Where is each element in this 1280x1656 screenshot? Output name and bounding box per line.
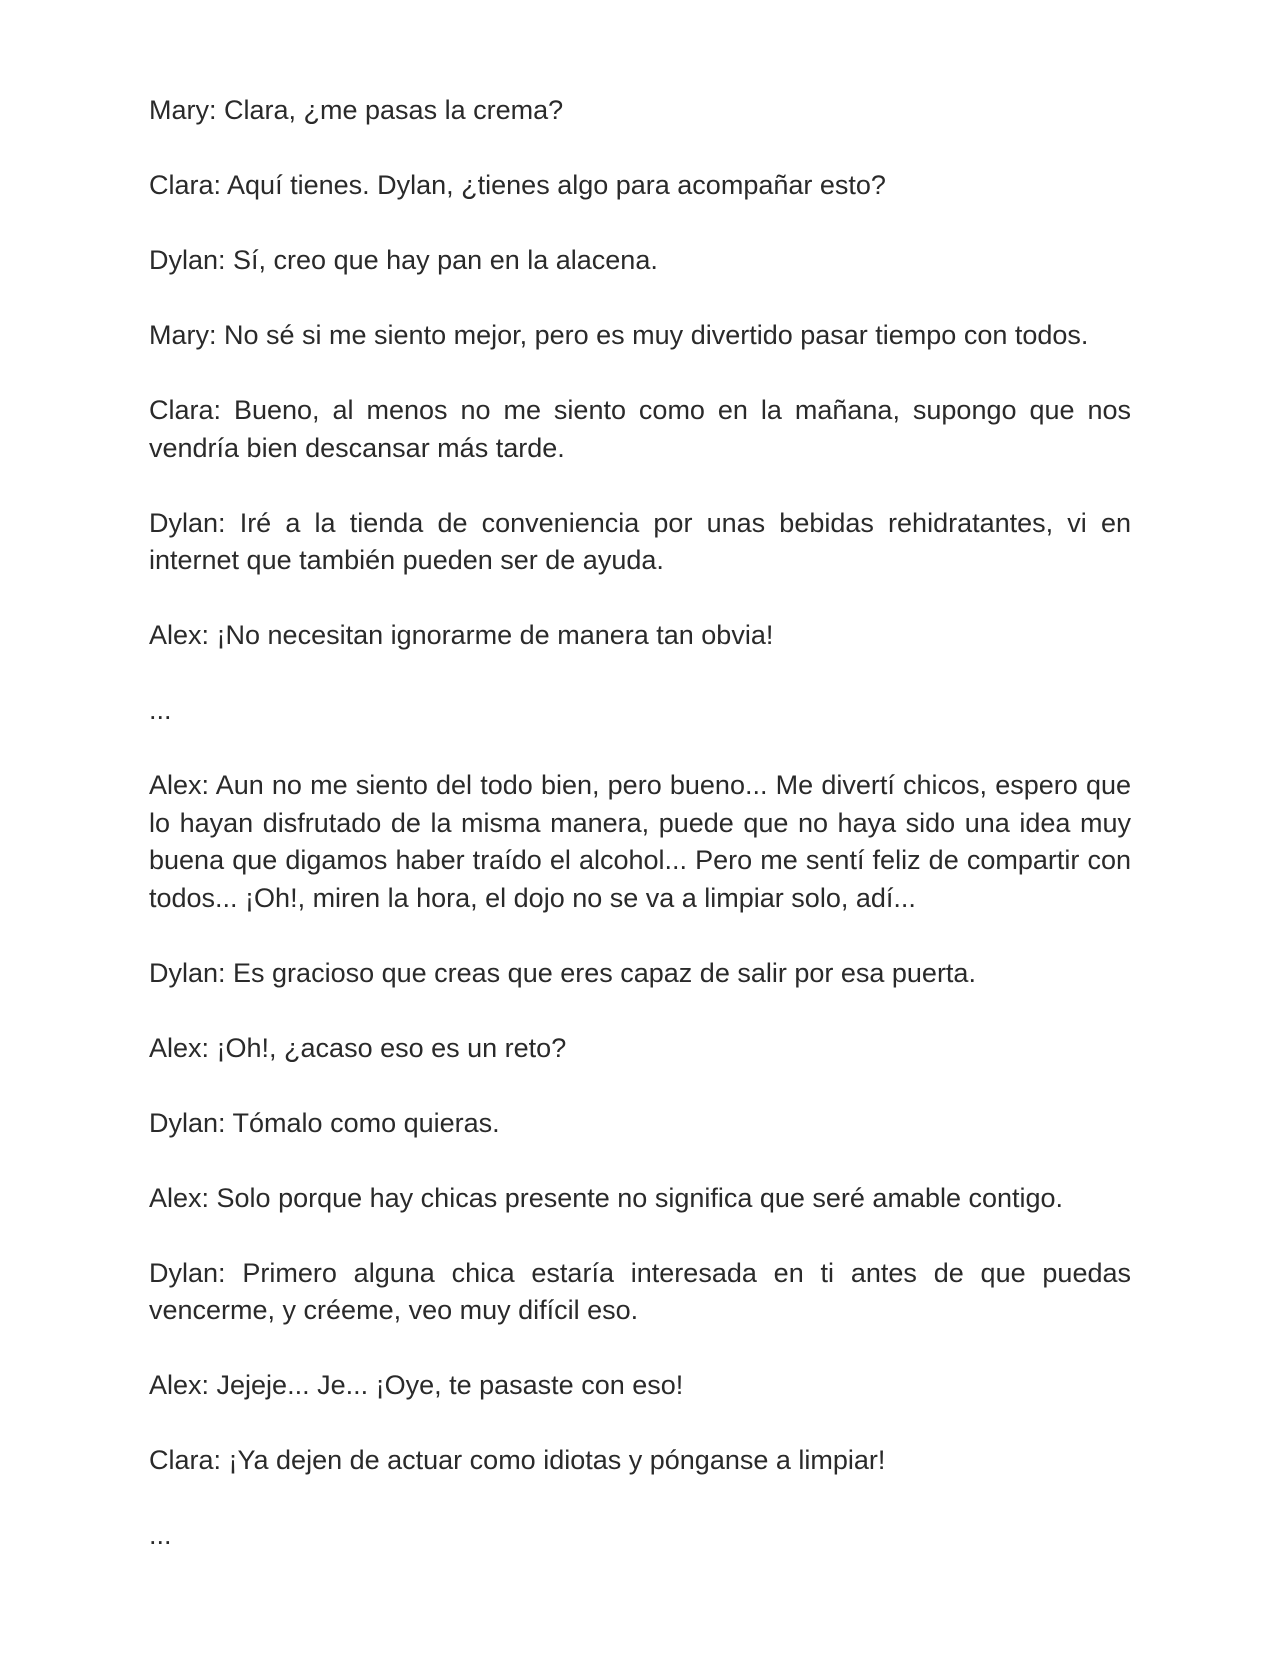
dialogue-line: Clara: Bueno, al menos no me siento como en la mañana, supongo que nos vendría bien descansar más tarde.: [149, 395, 1131, 463]
dialogue-line: Dylan: Tómalo como quieras.: [149, 1107, 500, 1138]
scene-break: ...: [149, 695, 172, 725]
dialogue-line: Clara: ¡Ya dejen de actuar como idiotas y pónganse a limpiar!: [149, 1445, 886, 1475]
document-body: [149, 92, 1131, 1592]
dialogue-line: Dylan: Primero alguna chica estaría interesada en ti antes de que puedas vencerme, y créeme, veo muy difícil eso.: [149, 1257, 1131, 1325]
dialogue-line: Dylan: Es gracioso que creas que eres capaz de salir por esa puerta.: [149, 957, 976, 988]
scene-break: ...: [149, 1520, 172, 1550]
dialogue-line: Alex: ¡No necesitan ignorarme de manera tan obvia!: [149, 620, 774, 650]
dialogue-line: Clara: Aquí tienes. Dylan, ¿tienes algo para acompañar esto?: [149, 170, 886, 200]
dialogue-line: Mary: Clara, ¿me pasas la crema?: [149, 95, 564, 125]
dialogue-line: Dylan: Iré a la tienda de conveniencia por unas bebidas rehidratantes, vi en internet que también pueden ser de ayuda.: [149, 507, 1131, 575]
dialogue-line: Alex: Solo porque hay chicas presente no significa que seré amable contigo.: [149, 1182, 1064, 1213]
dialogue-line: Alex: ¡Oh!, ¿acaso eso es un reto?: [149, 1032, 567, 1063]
dialogue-line: Alex: Jejeje... Je... ¡Oye, te pasaste con eso!: [149, 1370, 684, 1400]
dialogue-line: Mary: No sé si me siento mejor, pero es muy divertido pasar tiempo con todos.: [149, 320, 1089, 350]
dialogue-line: Dylan: Sí, creo que hay pan en la alacena.: [149, 245, 658, 275]
dialogue-line: Alex: Aun no me siento del todo bien, pero bueno... Me divertí chicos, espero que lo hayan disfrutado de la misma manera, puede que no haya sido una idea muy buena que digamos haber traído el alcohol... Pero me sentí feliz de compartir con todos... ¡Oh!, miren la hora, el dojo no se va a limpiar solo, adí...: [149, 770, 1131, 913]
